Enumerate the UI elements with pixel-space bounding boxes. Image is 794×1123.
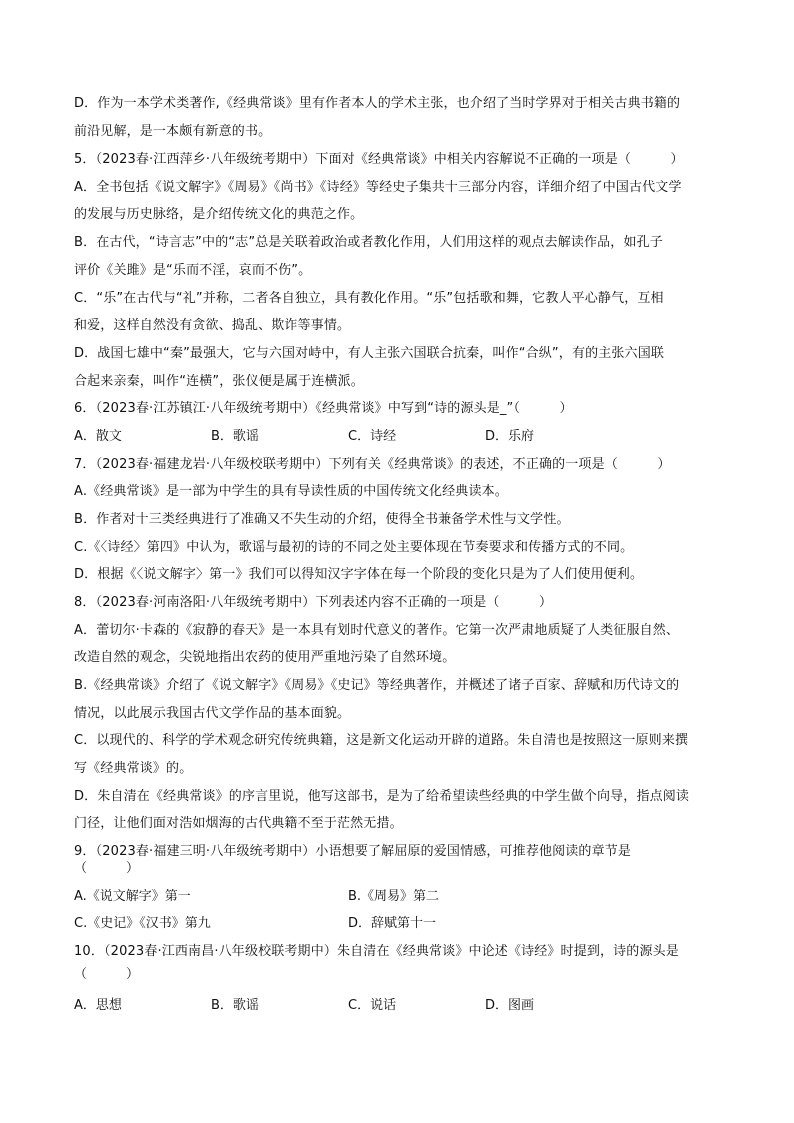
- q9-option-b: B.《周易》第二: [348, 889, 440, 904]
- q7-option-a: A.《经典常谈》是一部为中学生的具有导读性质的中国传统文化经典读本。: [74, 484, 508, 499]
- q8-option-b-line-2: 情况，以此展示我国古代文学作品的基本面貌。: [74, 706, 351, 721]
- q7-option-b: B．作者对十三类经典进行了准确又不失生动的介绍，使得全书兼备学术性与文学性。: [74, 512, 570, 527]
- q7-option-d: D．根据《〈说文解字〉第一》我们可以得知汉字字体在每一个阶段的变化只是为了人们使用便利。: [74, 567, 644, 582]
- q10-option-a: A．思想: [74, 998, 122, 1013]
- q10-answer-blank: （ ）: [74, 967, 140, 982]
- q5-option-a-line-1: A．全书包括《说文解字》《周易》《尚书》《诗经》等经史子集共十三部分内容，详细介绍了中国古代文学: [74, 180, 682, 195]
- q5-option-d-line-1: D．战国七雄中“秦”最强大，它与六国对峙中，有人主张六国联合抗秦，叫作“合纵”，有的主张六国联: [74, 346, 665, 361]
- q9-option-c: C.《史记》《汉书》第九: [74, 916, 211, 931]
- q7-option-c: C.《〈诗经〉第四》中认为，歌谣与最初的诗的不同之处主要体现在节奏要求和传播方式的不同。: [74, 540, 634, 555]
- q5-option-d-line-2: 合起来亲秦，叫作“连横”，张仪便是属于连横派。: [74, 374, 364, 389]
- q8-option-d-line-1: D．朱自清在《经典常谈》的序言里说，他写这部书，是为了给希望读些经典的中学生做个向导，指点阅读: [74, 789, 690, 804]
- q9-option-a: A.《说文解字》第一: [74, 889, 191, 904]
- question-9-stem: 9．（2023春·福建三明·八年级统考期中）小语想要了解屈原的爱国情感，可推荐他阅读的章节是: [74, 844, 632, 859]
- q6-option-a: A．散文: [74, 429, 122, 444]
- q6-option-c: C．诗经: [348, 429, 397, 444]
- prev-option-d-line-1: D．作为一本学术类著作,《经典常谈》里有作者本人的学术主张，也介绍了当时学界对于相关古典书籍的: [74, 96, 681, 111]
- q8-option-d-line-2: 门径，让他们面对浩如烟海的古代典籍不至于茫然无措。: [74, 816, 403, 831]
- q5-option-b-line-1: B．在古代，“诗言志”中的“志”总是关联着政治或者教化作用，人们用这样的观点去解读作品，如孔子: [74, 235, 663, 250]
- q5-option-c-line-2: 和爱，这样自然没有贪欲、捣乱、欺诈等事情。: [74, 318, 351, 333]
- q5-option-c-line-1: C．“乐”在古代与“礼”并称，二者各自独立，具有教化作用。“乐”包括歌和舞，它教人平心静气，互相: [74, 291, 664, 306]
- question-7-stem: 7．（2023春·福建龙岩·八年级校联考期中）下列有关《经典常谈》的表述，不正确的一项是（ ）: [74, 457, 671, 472]
- question-10-stem: 10．（2023春·江西南昌·八年级校联考期中）朱自清在《经典常谈》中论述《诗经》时提到，诗的源头是: [74, 944, 679, 959]
- q8-option-b-line-1: B.《经典常谈》介绍了《说文解字》《周易》《史记》等经典著作，并概述了诸子百家、辞赋和历代诗文的: [74, 678, 680, 693]
- question-6-stem: 6．（2023春·江苏镇江·八年级统考期中）《经典常谈》中写到“诗的源头是_”（ ）: [74, 401, 573, 416]
- prev-option-d-line-2: 前沿见解，是一本颇有新意的书。: [74, 124, 272, 139]
- q6-option-b: B．歌谣: [211, 429, 259, 444]
- question-5-stem: 5．（2023春·江西萍乡·八年级统考期中）下面对《经典常谈》中相关内容解说不正确的一项是（ ）: [74, 152, 684, 167]
- q8-option-a-line-1: A．蕾切尔·卡森的《寂静的春天》是一本具有划时代意义的著作。它第一次严肃地质疑了人类征服自然、: [74, 623, 680, 638]
- q8-option-c-line-1: C．以现代的、科学的学术观念研究传统典籍，这是新文化运动开辟的道路。朱自清也是按照这一原则来撰: [74, 733, 689, 748]
- q9-answer-blank: （ ）: [74, 861, 140, 876]
- q5-option-a-line-2: 的发展与历史脉络，是介绍传统文化的典范之作。: [74, 207, 364, 222]
- q6-option-d: D．乐府: [485, 429, 535, 444]
- q8-option-c-line-2: 写《经典常谈》的。: [74, 761, 193, 776]
- q10-option-b: B．歌谣: [211, 998, 259, 1013]
- q5-option-b-line-2: 评价《关雎》是“乐而不淫，哀而不伤”。: [74, 263, 312, 278]
- q9-option-d: D．辞赋第十一: [348, 916, 437, 931]
- q10-option-c: C．说话: [348, 998, 397, 1013]
- q8-option-a-line-2: 改造自然的观念，尖锐地指出农药的使用严重地污染了自然环境。: [74, 650, 456, 665]
- question-8-stem: 8．（2023春·河南洛阳·八年级统考期中）下列表述内容不正确的一项是（ ）: [74, 595, 553, 610]
- q10-option-d: D．图画: [485, 998, 535, 1013]
